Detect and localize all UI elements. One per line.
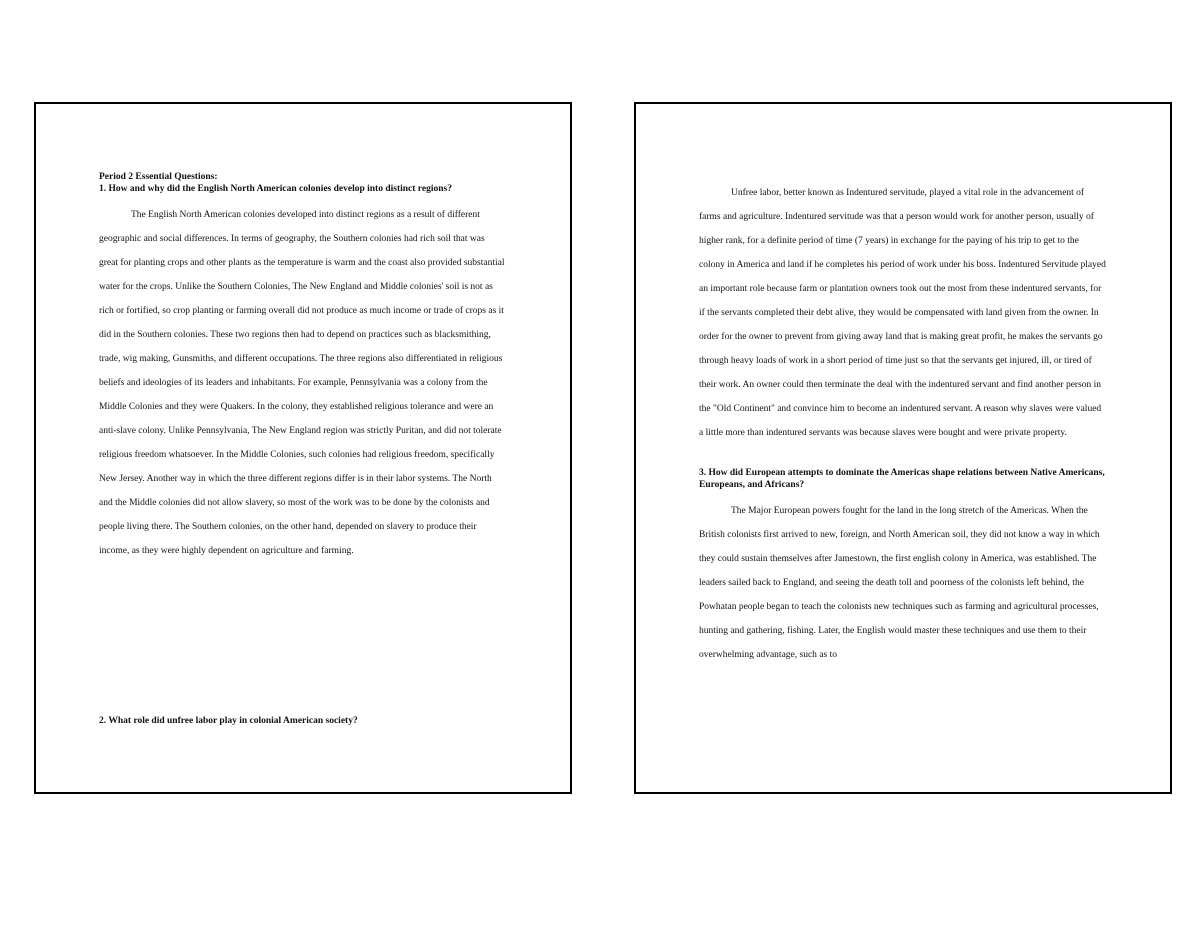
answer-1-paragraph: The English North American colonies developed into distinct regions as a result of different geographic and social differences. In terms of geography, the Southern colonies had rich soil that was great for planting crops and other plants as the temperature is warm and the coast also provided substantial water for the crops. Unlike the Southern Colonies, The New England and Middle colonies' soil is not as rich or fortified, so crop planting or farming overall did not produce as much income or trade of crops as it did in the Southern colonies. These two regions then had to depend on practices such as blacksmithing, trade, wig making, Gunsmiths, and different occupations. The three regions also differentiated in religious beliefs and ideologies of its leaders and inhabitants. For example, Pennsylvania was a colony from the Middle Colonies and they were Quakers. In the colony, they established religious tolerance and were an anti-slave colony. Unlike Pennsylvania, The New England region was strictly Puritan, and did not tolerate religious freedom whatsoever. In the Middle Colonies, such colonies had religious freedom, specifically New Jersey. Another way in which the three different regions differ is in their labor systems. The North and the Middle colonies did not allow slavery, so most of the work was to be done by the colonists and people living there. The Southern colonies, on the other hand, depended on slavery to produce their income, as they were highly dependent on agriculture and farming. bbox=[99, 210, 505, 556]
question-1: 1. How and why did the English North American colonies develop into distinct regions? bbox=[99, 184, 452, 194]
answer-3-paragraph: The Major European powers fought for the land in the long stretch of the Americas. When the British colonists first arrived to new, foreign, and North American soil, they did not know a way in which they could sustain themselves after Jamestown, the first english colony in America, was established. The leaders sailed back to England, and seeing the death toll and poorness of the colonists left behind, the Powhatan people began to teach the colonists new techniques such as farming and agricultural processes, hunting and gathering, fishing. Later, the English would master these techniques and use them to their overwhelming advantage, such as to bbox=[699, 506, 1100, 660]
question-2: 2. What role did unfree labor play in colonial American society? bbox=[99, 716, 358, 726]
document-page-1 bbox=[34, 102, 572, 794]
page-2-content bbox=[699, 181, 1106, 667]
answer-2-paragraph: Unfree labor, better known as Indentured servitude, played a vital role in the advancement of farms and agriculture. Indentured servitude was that a person would work for another person, usually of higher rank, for a definite period of time (7 years) in exchange for the paying of his trip to get to the colony in America and land if he completes his period of work under his boss. Indentured Servitude played an important role because farm or plantation owners took out the most from these indentured servants, for if the servants completed their debt alive, they would be compensated with land given from the owner. In order for the owner to prevent from giving away land that is making great profit, he makes the servants go through heavy loads of work in a short period of time just so that the servants get injured, ill, or tired of their work. An owner could then terminate the deal with the indentured servant and find another person in the "Old Continent" and convince him to become an indentured servant. A reason why slaves were valued a little more than indentured servants was because slaves were bought and were private property. bbox=[699, 188, 1106, 438]
question-3: 3. How did European attempts to dominate the Americas shape relations between Native Americans, Europeans, and Africans? bbox=[699, 468, 1105, 490]
document-page-2 bbox=[634, 102, 1172, 794]
section-heading: Period 2 Essential Questions: bbox=[99, 172, 218, 182]
page-1-content bbox=[99, 171, 506, 563]
